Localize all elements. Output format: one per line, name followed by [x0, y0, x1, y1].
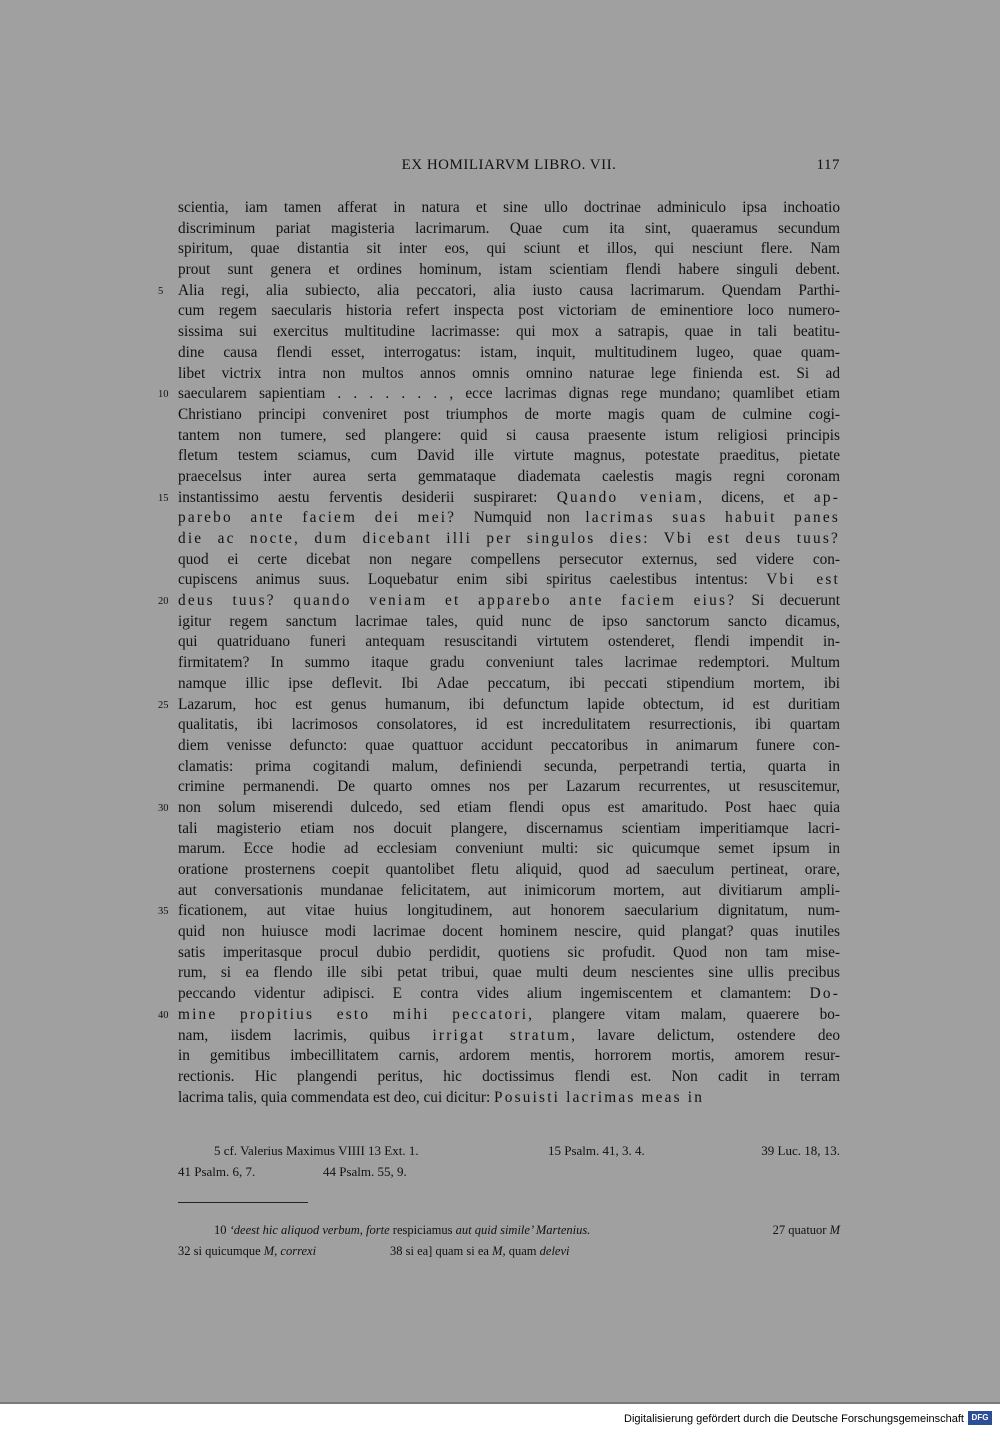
text-line	[178, 364, 840, 385]
text-run: , plangere vitam malam, quaerere bo-	[528, 1005, 840, 1023]
running-title: EX HOMILIARVM LIBRO. VII.	[401, 157, 617, 173]
text-run: qui quatriduano funeri antequam resuscitandi virtutem ostenderet, flendi impendit in-	[178, 633, 840, 651]
text-line	[178, 860, 840, 881]
text-run: non solum miserendi dulcedo, sed etiam flendi opus est amaritudo. Post haec quia	[178, 798, 840, 816]
spaced-quotation: irrigat stratum	[432, 1026, 572, 1044]
text-run: namque illic ipse deflevit. Ibi Adae peccatum, ibi peccati stipendium mortem, ibi	[178, 674, 840, 692]
running-header	[178, 157, 840, 179]
line-number: 15	[158, 492, 169, 504]
text-line	[178, 446, 840, 467]
text-line	[178, 612, 840, 633]
source-note-row	[178, 1161, 840, 1182]
source-note: 15 Psalm. 41, 3. 4.	[548, 1143, 645, 1158]
text-line	[178, 1067, 840, 1088]
apparatus-entry: 27 quatuor M	[772, 1223, 840, 1237]
text-line	[178, 405, 840, 426]
text-run: , lavare delictum, ostendere deo	[571, 1026, 840, 1044]
spaced-quotation: ap-	[813, 488, 840, 506]
page-number: 117	[816, 157, 840, 173]
spaced-quotation: Quando veniam	[556, 488, 699, 506]
line-number: 25	[158, 699, 169, 711]
text-line	[178, 963, 840, 984]
text-run: libet victrix intra non multos annos omnis omnino naturae lege finienda est. Si ad	[178, 364, 840, 382]
text-line	[178, 922, 840, 943]
text-line	[178, 839, 840, 860]
text-line	[158, 798, 840, 819]
text-line	[178, 632, 840, 653]
text-run: tantem non tumere, sed plangere: quid si causa praesente istum religiosi principis	[178, 426, 840, 444]
text-run: cupiscens animus suus. Loquebatur enim sibi spiritus caelestibus intentus:	[178, 571, 767, 589]
text-line	[158, 488, 840, 509]
text-line	[178, 550, 840, 571]
text-line	[158, 901, 840, 922]
text-run: rum, si ea flendo ille sibi petat tribui, quae multi deum nescientes sine ullis precibus	[178, 964, 840, 982]
source-note-row	[178, 1140, 840, 1161]
text-line	[178, 301, 840, 322]
text-line	[178, 1088, 840, 1109]
source-note: 41 Psalm. 6, 7.	[178, 1164, 256, 1179]
footnote-rule	[178, 1202, 308, 1203]
spaced-quotation: Vbi est	[766, 571, 840, 589]
line-number: 35	[158, 906, 169, 918]
text-run: Christiano principi conveniret post triumphos de morte magis quam de culmine cogi-	[178, 405, 840, 423]
text-line	[178, 1046, 840, 1067]
text-run: Lazarum, hoc est genus humanum, ibi defunctum lapide obtectum, id est duritiam	[178, 695, 840, 713]
spaced-quotation: Posuisti lacrimas meas in	[494, 1088, 705, 1106]
text-line	[178, 260, 840, 281]
text-line	[178, 239, 840, 260]
source-note: 44 Psalm. 55, 9.	[323, 1164, 407, 1179]
text-line	[158, 695, 840, 716]
text-run: quid non huiusce modi lacrimae docent hominem nescire, quid plangat? quas inutiles	[178, 923, 840, 941]
text-run: in gemitibus imbecillitatem carnis, ardorem mentis, horrorem mortis, amorem resur-	[178, 1047, 840, 1065]
text-line	[158, 384, 840, 405]
text-run: firmitatem? In summo itaque gradu conveniunt tales lacrimae redemptori. Multum	[178, 654, 840, 672]
text-line	[158, 281, 840, 302]
apparatus-entry: 32 si quicumque M, correxi	[178, 1244, 317, 1258]
text-line	[178, 881, 840, 902]
text-line	[178, 219, 840, 240]
apparatus-row	[178, 1220, 840, 1241]
text-run: Numquid non	[473, 509, 586, 527]
text-run: Si decuerunt	[736, 592, 840, 610]
spaced-quotation: lacrimas suas habuit panes	[585, 509, 840, 527]
spaced-quotation: parebo ante faciem dei mei?	[178, 509, 474, 527]
text-line	[178, 777, 840, 798]
text-run: saecularem sapientiam . . . . . . . , ecce lacrimas dignas rege mundano; quamlibet etiam	[178, 385, 840, 403]
text-line	[178, 322, 840, 343]
text-run: qualitatis, ibi lacrimosos consolatores, id est incredulitatem resurrectionis, ibi quartam	[178, 716, 840, 734]
text-line	[178, 819, 840, 840]
source-note: 5 cf. Valerius Maximus VIIII 13 Ext. 1.	[214, 1143, 419, 1158]
text-line	[178, 570, 840, 591]
text-run: satis imperitasque procul dubio perdidit, quotiens sic profudit. Quod non tam mise-	[178, 943, 840, 961]
text-run: tali magisterio etiam nos docuit plangere, discernamus scientiam imperitiamque lacri-	[178, 819, 840, 837]
text-run: crimine permanendi. De quarto omnes nos per Lazarum recurrentes, ut resuscitemur,	[178, 778, 840, 796]
text-run: fletum testem sciamus, cum David ille virtute magnus, potestate praeditus, pietate	[178, 447, 840, 465]
apparatus-row	[178, 1241, 840, 1262]
text-run: spiritum, quae distantia sit inter eos, qui sciunt et illos, qui nesciunt flere. Nam	[178, 240, 840, 258]
text-line	[158, 591, 840, 612]
text-run: quod ei certe dicebat non negare compellens persecutor externus, sed videre con-	[178, 550, 840, 568]
funding-text: Digitalisierung gefördert durch die Deutsche Forschungsgemeinschaft	[624, 1413, 964, 1425]
line-number: 10	[158, 389, 169, 401]
text-line	[178, 1026, 840, 1047]
line-number: 30	[158, 802, 169, 814]
text-line	[178, 343, 840, 364]
text-run: oratione prosternens coepit quantolibet fletu aliquid, quod ad saeculum pertineat, orare,	[178, 861, 840, 878]
text-run: clamatis: prima cogitandi malum, definiendi secunda, perpetrandi tertia, quarta in	[178, 757, 840, 775]
text-run: instantissimo aestu ferventis desiderii suspiraret:	[178, 488, 557, 506]
dfg-logo: DFG	[968, 1411, 992, 1425]
line-number: 20	[158, 596, 169, 608]
funding-banner	[0, 1402, 1000, 1434]
main-text-block	[158, 198, 840, 1108]
text-line	[178, 757, 840, 778]
text-run: discriminum pariat magisteria lacrimarum. Quae cum ita sint, quaeramus secundum	[178, 219, 840, 237]
apparatus-entry: 10 ‘deest hic aliquod verbum, forte respiciamus aut quid simile’ Martenius.	[214, 1223, 591, 1237]
text-line	[178, 529, 840, 550]
critical-apparatus	[178, 1220, 840, 1262]
text-line	[178, 653, 840, 674]
text-line	[178, 984, 840, 1005]
text-line	[178, 674, 840, 695]
source-note: 39 Luc. 18, 13.	[761, 1143, 840, 1158]
text-run: aut conversationis mundanae felicitatem, aut inimicorum mortem, aut divitiarum ampli-	[178, 881, 840, 899]
text-run: scientia, iam tamen afferat in natura et sine ullo doctrinae adminiculo ipsa inchoatio	[178, 199, 840, 216]
text-run: diem venisse defuncto: quae quattuor accidunt peccatoribus in animarum funere con-	[178, 736, 840, 754]
text-run: dine causa flendi esset, interrogatus: istam, inquit, multitudinem lugeo, quae quam-	[178, 343, 840, 361]
text-line	[178, 736, 840, 757]
spaced-quotation: mine propitius esto mihi peccatori	[178, 1005, 529, 1023]
source-notes	[178, 1140, 840, 1182]
text-run: igitur regem sanctum lacrimae tales, quid nunc de ipso sanctorum sancto dicamus,	[178, 612, 840, 630]
text-run: praecelsus inter aurea serta gemmataque diademata caelestis magis regni coronam	[178, 467, 840, 485]
text-run: rectionis. Hic plangendi peritus, hic doctissimus flendi est. Non cadit in terram	[178, 1067, 840, 1085]
text-line	[178, 715, 840, 736]
text-run: lacrima talis, quia commendata est deo, cui dicitur:	[178, 1088, 495, 1106]
line-number: 40	[158, 1009, 169, 1021]
text-line	[158, 1005, 840, 1026]
spaced-quotation: Do-	[809, 985, 840, 1003]
text-run: Alia regi, alia subiecto, alia peccatori, alia iusto causa lacrimarum. Quendam Parthi-	[178, 281, 840, 299]
text-run: nam, iisdem lacrimis, quibus	[178, 1026, 433, 1044]
text-line	[178, 198, 840, 219]
text-run: cum regem saecularis historia refert inspecta post victoriam de eminentiore loco numero-	[178, 302, 840, 320]
text-line	[178, 508, 840, 529]
spaced-quotation: die ac nocte, dum dicebant illi per singulos dies: Vbi est deus tuus?	[178, 530, 840, 547]
line-number: 5	[158, 285, 164, 297]
text-run: sissima sui exercitus multitudine lacrimasse: qui mox a satrapis, quae in tali beatitu-	[178, 323, 840, 341]
text-run: peccando videntur adipisci. E contra vides alium ingemiscentem et clamantem:	[178, 985, 810, 1003]
text-run: ficationem, aut vitae huius longitudinem, aut honorem saecularium dignitatum, num-	[178, 902, 840, 920]
text-run: marum. Ecce hodie ad ecclesiam conveniunt multi: sic quicumque semet ipsum in	[178, 840, 840, 858]
text-run: , dicens, et	[698, 488, 814, 506]
text-line	[178, 467, 840, 488]
text-run: prout sunt genera et ordines hominum, istam scientiam flendi habere singuli debent.	[178, 261, 840, 279]
text-line	[178, 426, 840, 447]
apparatus-entry: 38 si ea] quam si ea M, quam delevi	[390, 1244, 570, 1258]
spaced-quotation: deus tuus? quando veniam et apparebo ante faciem eius?	[178, 592, 737, 610]
text-line	[178, 943, 840, 964]
